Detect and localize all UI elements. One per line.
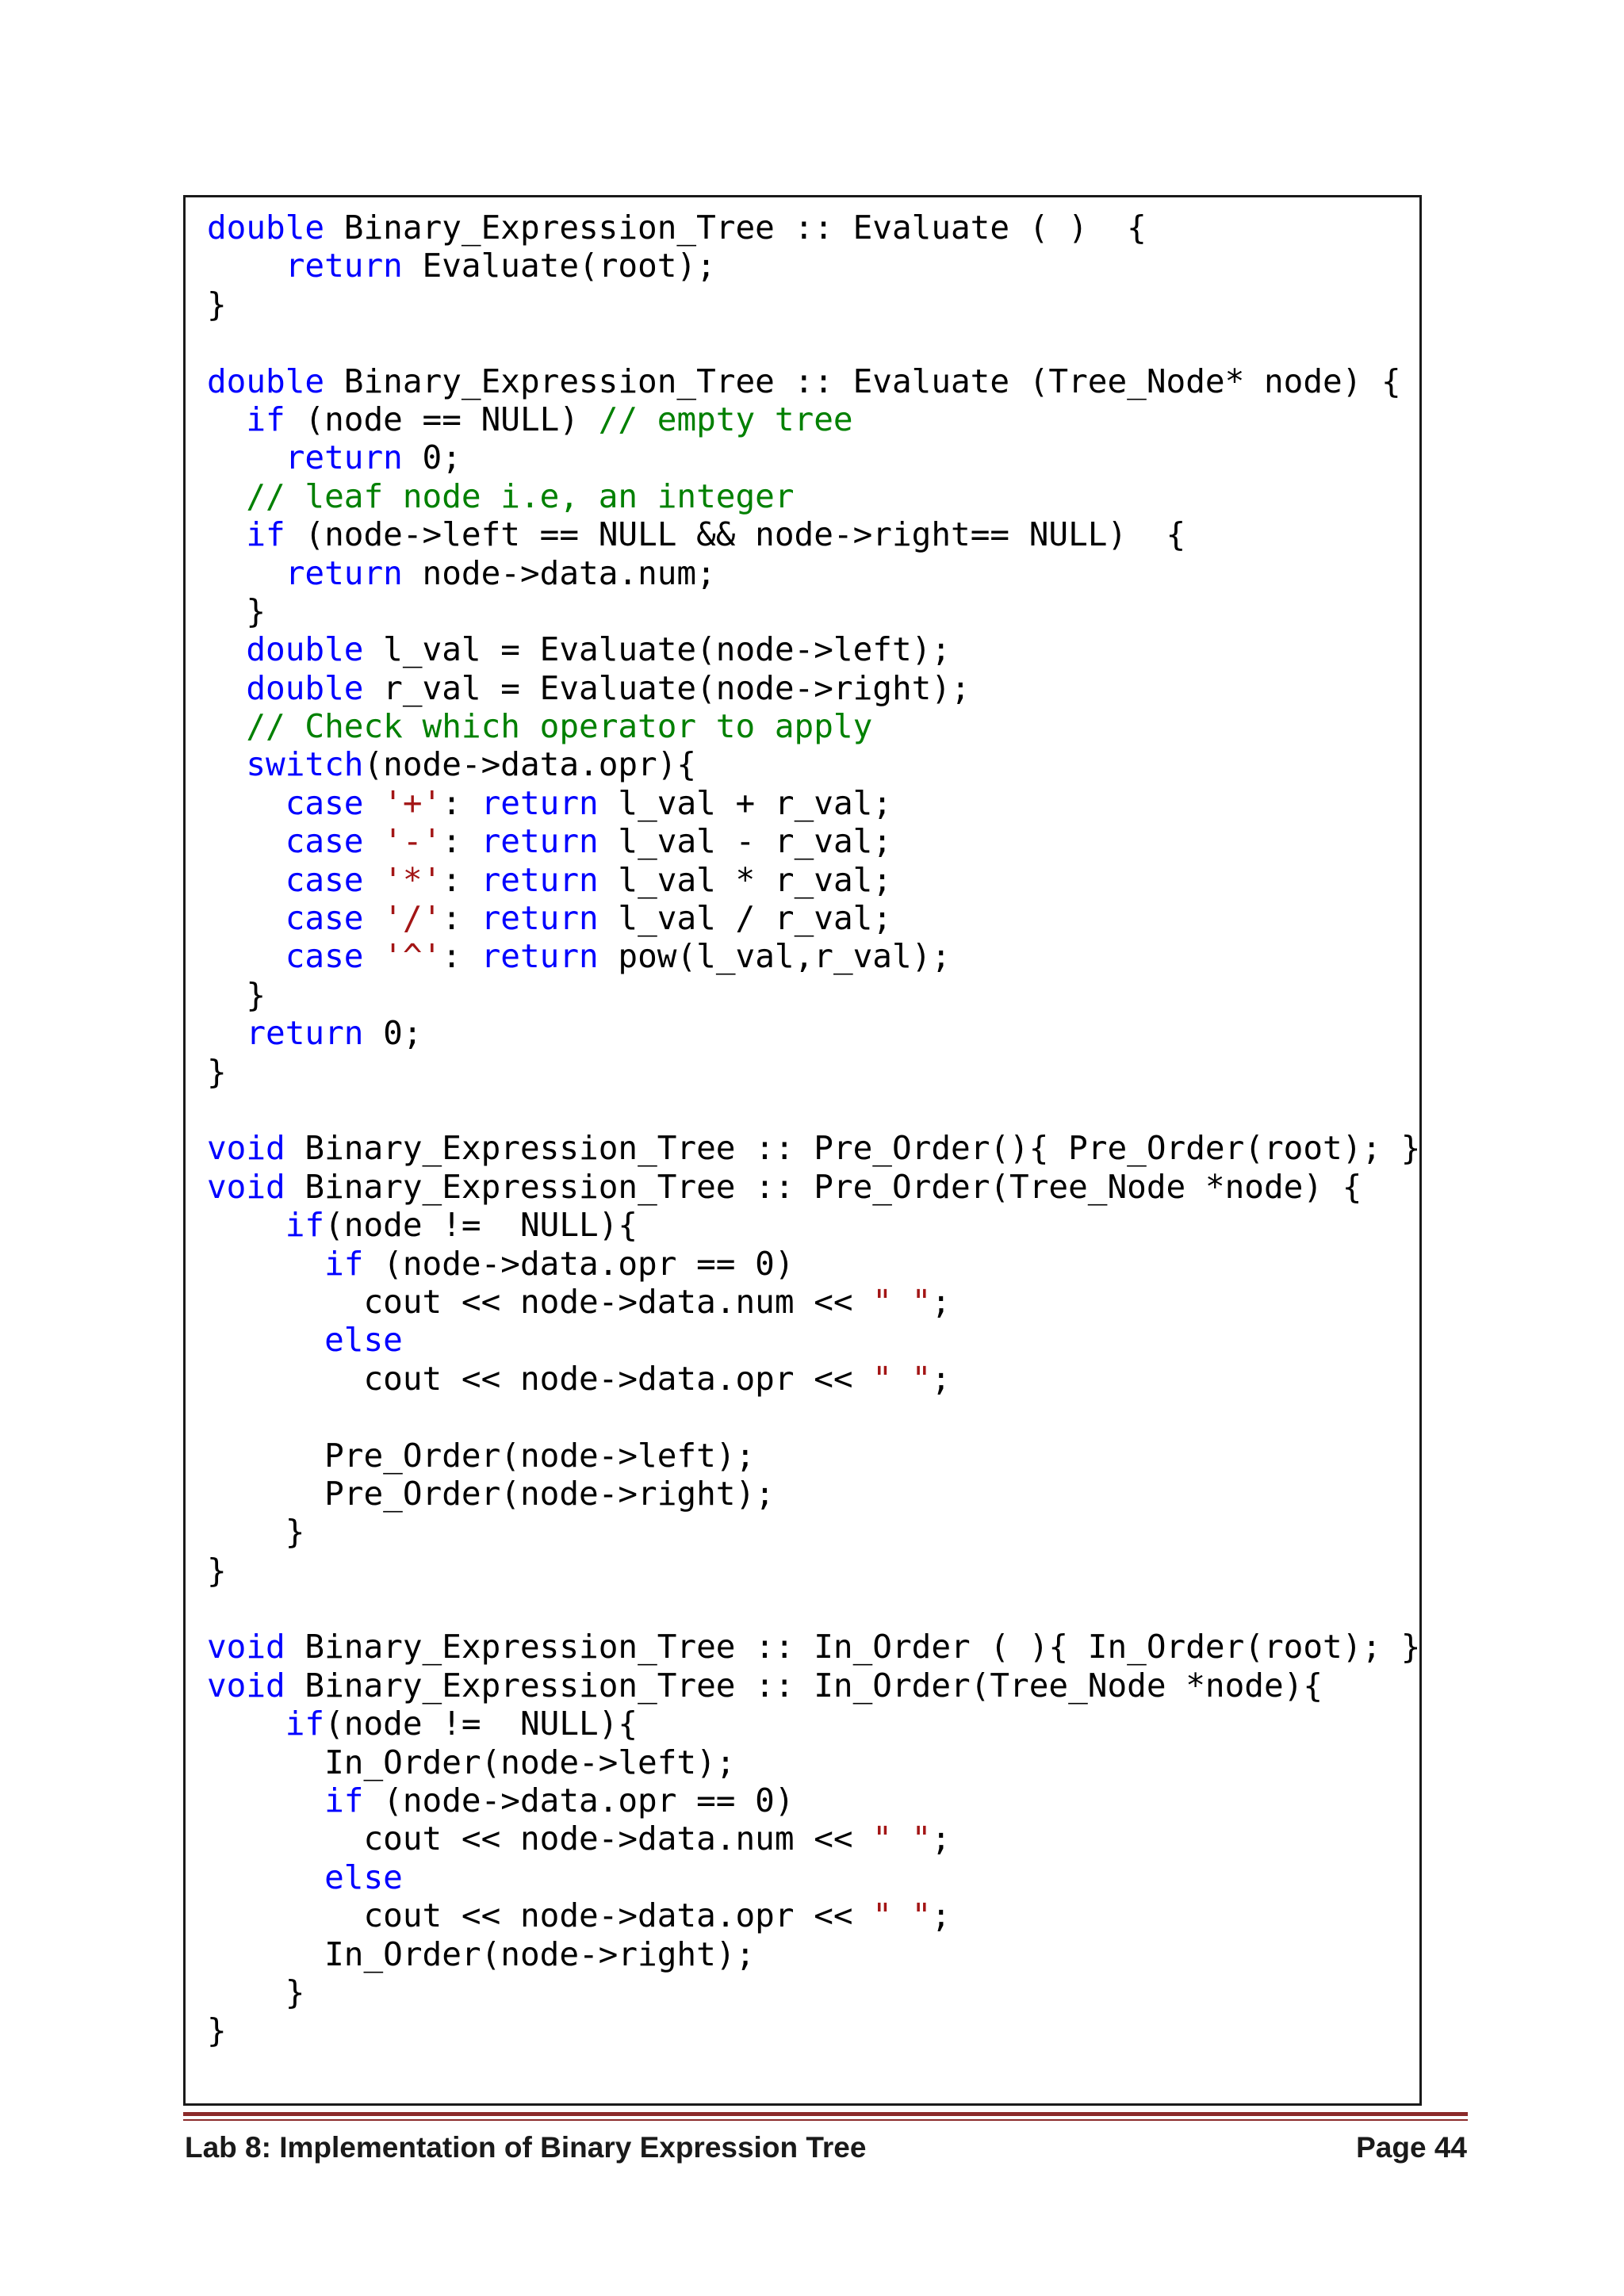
code-token [364,822,384,860]
code-token [207,1245,324,1283]
code-token: case [285,860,364,899]
code-line [207,976,1411,1014]
code-token: switch [246,745,364,784]
code-token: Pre_Order(node->right); [207,1474,775,1513]
footer-rule-thin [183,2119,1468,2121]
code-token: cout << node->data.opr << [207,1359,873,1398]
page-number: Page 44 [1356,2131,1467,2164]
code-token [207,1705,285,1743]
code-token: '/' [383,899,442,938]
code-line [207,1168,1411,1206]
code-listing [207,209,1421,2050]
code-line [207,515,1411,553]
code-token: return [481,937,599,976]
code-token: '^' [383,937,442,976]
code-token: double [207,362,325,400]
code-token: double [246,630,364,669]
code-token: cout << node->data.opr << [207,1896,873,1935]
code-token: if [285,1206,325,1245]
code-token: In_Order(node->right); [207,1934,756,1973]
code-token: ; [931,1820,952,1858]
code-token [207,247,285,285]
code-token: l_val + r_val; [598,783,892,822]
code-line [207,362,1411,400]
code-line [207,1321,1411,1359]
code-token: return [246,1014,364,1053]
code-token [364,784,384,822]
code-line [207,1245,1411,1283]
code-line [207,1360,1411,1398]
code-token: l_val = Evaluate(node->left); [363,630,952,669]
code-line [207,669,1411,707]
code-line [207,1437,1411,1475]
code-line [207,554,1411,592]
code-token: '-' [383,822,442,861]
code-token: return [481,822,599,861]
code-line [207,247,1411,285]
code-token: return [481,860,599,899]
footer-rule-thick [183,2112,1468,2116]
code-token [207,515,246,553]
code-line [207,1858,1411,1896]
code-line [207,1014,1411,1052]
code-token: if [324,1781,364,1820]
code-token: double [207,209,325,247]
code-line [207,400,1411,438]
footer-title: Lab 8: Implementation of Binary Expression Tree [185,2131,867,2164]
code-token [207,477,246,515]
code-token: : [442,937,481,976]
code-token [207,630,246,668]
code-token: " " [872,1820,932,1858]
code-token: (node->data.opr == 0) [363,1244,795,1283]
code-token: Binary_Expression_Tree :: Pre_Order(){ Pre_Order(root); } [285,1129,1421,1168]
code-token [364,899,384,937]
code-token: Evaluate(root); [402,247,716,285]
code-listing-box [183,195,1422,2106]
code-token: In_Order(node->left); [207,1743,736,1781]
code-token [207,669,246,707]
code-line [207,937,1411,975]
code-token [207,1206,285,1244]
code-line [207,1667,1411,1705]
code-line [207,323,1411,362]
code-line [207,1896,1411,1934]
code-token: pow(l_val,r_val); [598,937,952,976]
code-token: } [207,1513,305,1552]
code-token: double [246,668,364,707]
code-token [207,707,246,745]
code-line [207,592,1411,630]
code-token: (node->data.opr){ [363,745,697,784]
code-line [207,1705,1411,1743]
code-line [207,630,1411,668]
code-token: // empty tree [598,400,853,438]
code-token [207,937,285,975]
code-token: r_val = Evaluate(node->right); [363,668,971,707]
code-token: (node->data.opr == 0) [363,1781,795,1820]
code-token: '*' [383,860,442,899]
code-token: Binary_Expression_Tree :: Evaluate ( ) { [324,209,1147,247]
code-line [207,899,1411,937]
code-line [207,477,1411,515]
code-line [207,1820,1411,1858]
code-token: Binary_Expression_Tree :: In_Order(Tree_Node *node){ [285,1666,1323,1705]
code-token: return [285,553,403,592]
code-token [207,438,285,476]
code-token [207,1014,246,1052]
code-token [364,937,384,975]
code-token: // leaf node i.e, an integer [246,476,795,515]
code-token [207,1858,324,1896]
code-token [364,861,384,899]
code-token: Pre_Order(node->left); [207,1436,756,1475]
code-token: } [207,2011,227,2050]
code-token [207,1781,324,1820]
code-token: (node != NULL){ [324,1705,638,1743]
code-line [207,1398,1411,1436]
code-token: void [207,1666,285,1705]
code-token [207,784,285,822]
code-token: } [207,285,227,323]
code-token: // Check which operator to apply [246,707,873,746]
code-token: ; [931,1896,952,1935]
code-line [207,438,1411,476]
code-token: } [207,1052,227,1091]
code-token: case [285,937,364,976]
code-token: " " [872,1896,932,1935]
code-token [207,554,285,592]
code-line [207,1973,1411,2011]
code-line [207,2011,1411,2049]
code-line [207,1743,1411,1781]
code-token [207,822,285,860]
code-token: : [442,783,481,822]
code-token [207,745,246,783]
code-token: case [285,822,364,861]
code-token: if [246,400,285,438]
code-line [207,1206,1411,1244]
code-line [207,209,1411,247]
code-line [207,1628,1421,1667]
code-line [207,1283,1411,1321]
code-token: return [481,783,599,822]
code-token: } [207,1973,305,2011]
code-token: cout << node->data.num << [207,1282,873,1321]
code-line [207,745,1411,783]
code-token [207,861,285,899]
code-line [207,1590,1411,1628]
code-token: Binary_Expression_Tree :: Evaluate (Tree_Node* node) { [324,362,1401,400]
code-token: : [442,860,481,899]
code-token: void [207,1628,285,1667]
code-token: else [324,1858,403,1896]
code-token: } [207,1551,227,1590]
code-line [207,1053,1411,1091]
code-line [207,1091,1411,1129]
code-token: : [442,899,481,938]
code-token: return [481,899,599,938]
code-token: " " [872,1359,932,1398]
code-token: l_val - r_val; [598,822,892,861]
code-token: Binary_Expression_Tree :: Pre_Order(Tree_Node *node) { [285,1167,1362,1206]
code-token: if [285,1705,325,1743]
code-line [207,1475,1411,1513]
code-token [207,400,246,438]
code-token: (node == NULL) [285,400,599,438]
code-token: l_val / r_val; [598,899,892,938]
code-token: ; [931,1282,952,1321]
code-line [207,707,1411,745]
code-token: } [207,591,266,630]
code-token: (node != NULL){ [324,1206,638,1245]
code-token: '+' [383,783,442,822]
code-token: node->data.num; [402,553,716,592]
code-token: l_val * r_val; [598,860,892,899]
code-token: else [324,1321,403,1360]
code-token: 0; [363,1014,423,1053]
code-token: cout << node->data.num << [207,1820,873,1858]
code-token: if [246,515,285,554]
code-line [207,285,1411,323]
code-token: 0; [402,438,462,477]
code-line [207,1513,1411,1551]
code-token [207,899,285,937]
code-line [207,1781,1411,1820]
code-token: return [285,247,403,285]
code-line [207,1129,1421,1168]
code-token: void [207,1129,285,1168]
code-token: Binary_Expression_Tree :: In_Order ( ){ In_Order(root); } [285,1628,1421,1667]
code-token: (node->left == NULL && node->right== NULL) { [285,515,1186,554]
code-token: void [207,1167,285,1206]
code-token: case [285,899,364,938]
code-line [207,822,1411,860]
code-token: case [285,783,364,822]
code-line [207,861,1411,899]
code-token: return [285,438,403,477]
code-token: : [442,822,481,861]
code-token [207,1321,324,1359]
code-token: " " [872,1282,932,1321]
code-token: } [207,975,266,1014]
code-line [207,1935,1411,1973]
code-line [207,784,1411,822]
code-token: ; [931,1359,952,1398]
code-token: if [324,1244,364,1283]
code-line [207,1552,1411,1590]
